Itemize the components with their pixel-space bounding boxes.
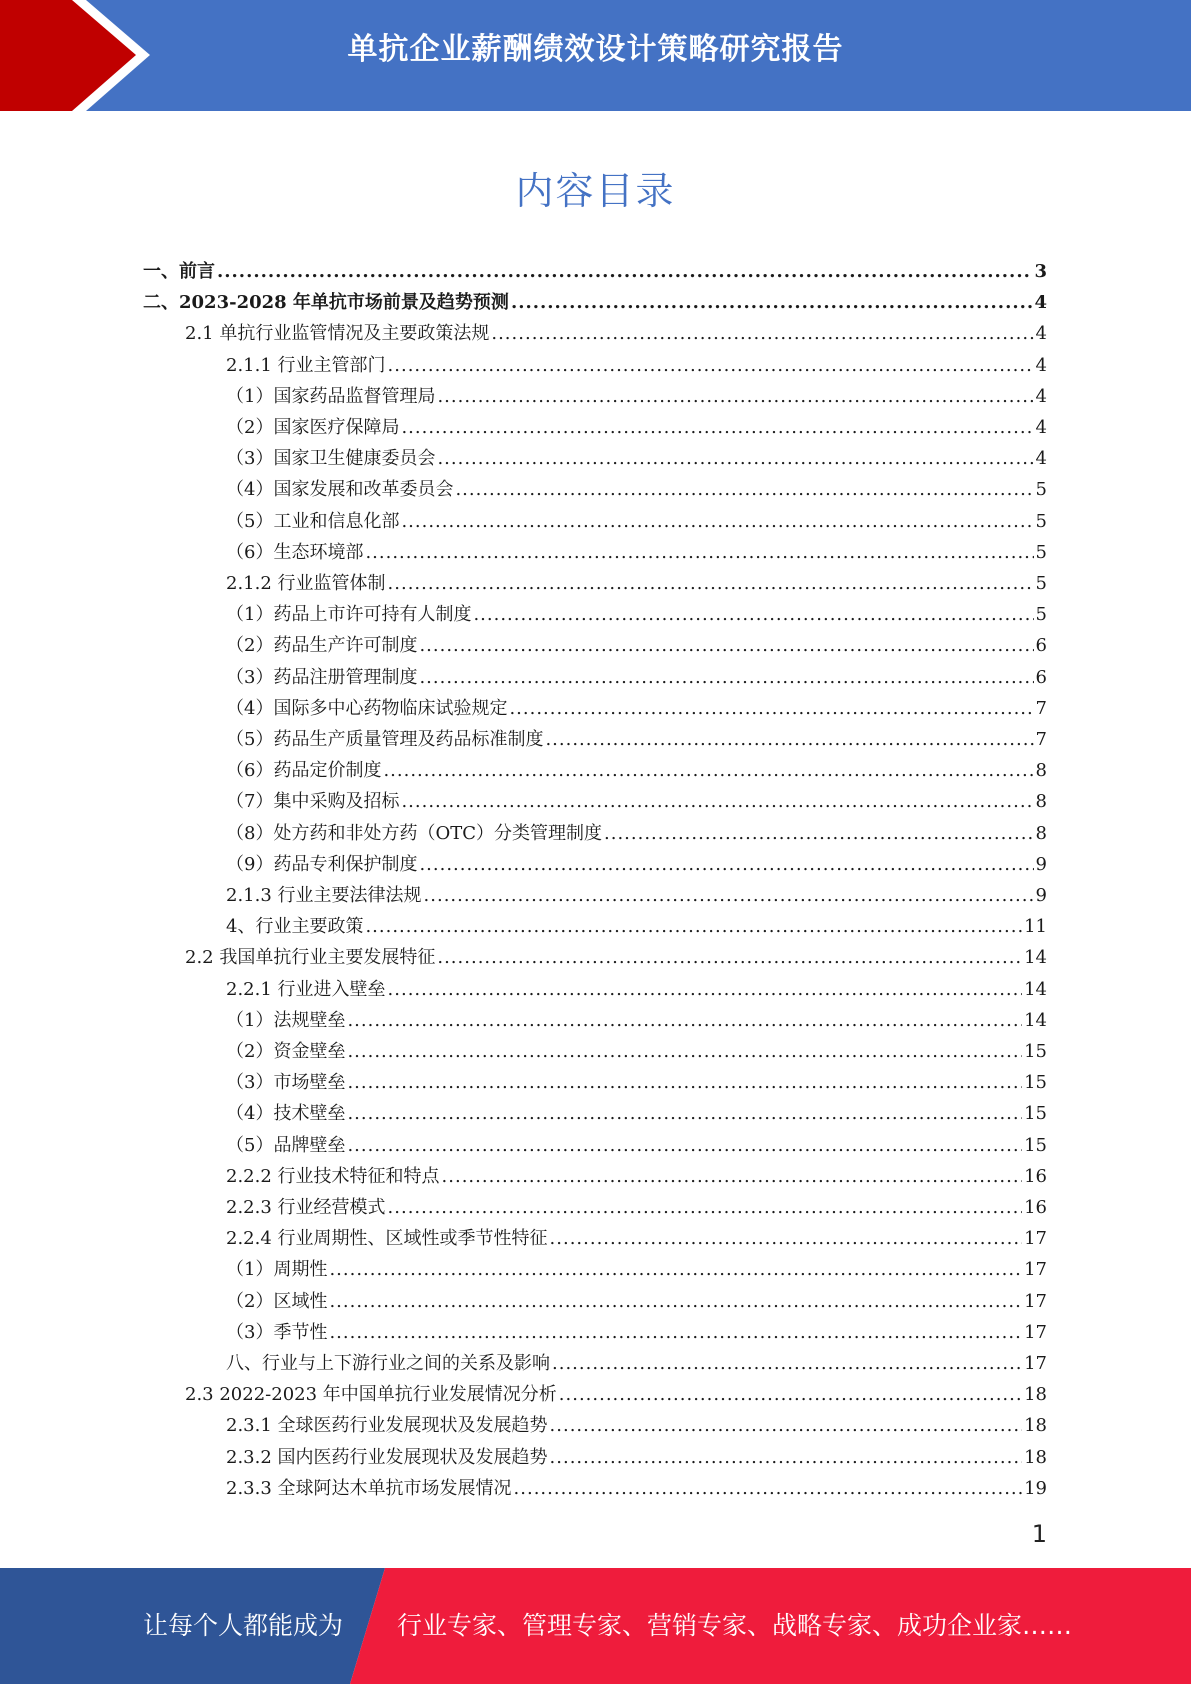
- toc-leader-dots: [347, 1071, 1022, 1095]
- toc-leader-dots: [473, 603, 1033, 627]
- toc-entry-label: 2.2.4 行业周期性、区域性或季节性特征: [226, 1228, 548, 1250]
- toc-entry-label: （3）市场壁垒: [226, 1072, 346, 1094]
- toc-leader-dots: [401, 416, 1033, 440]
- toc-entry[interactable]: [226, 659, 1047, 690]
- toc-leader-dots: [383, 759, 1033, 783]
- toc-leader-dots: [419, 634, 1033, 658]
- toc-entry-label: （1）药品上市许可持有人制度: [226, 604, 472, 626]
- toc-leader-dots: [388, 354, 1034, 378]
- toc-entry-page: 5: [1035, 479, 1047, 501]
- toc-entry-label: （5）品牌壁垒: [226, 1134, 346, 1156]
- toc-entry-page: 5: [1035, 541, 1047, 563]
- toc-leader-dots: [559, 1383, 1022, 1407]
- header-banner: [0, 0, 1191, 111]
- toc-leader-dots: [329, 1258, 1022, 1282]
- toc-leader-dots: [388, 572, 1034, 596]
- toc-entry-label: （4）国际多中心药物临床试验规定: [226, 697, 508, 719]
- toc-heading: 内容目录: [515, 169, 676, 213]
- toc-entry-page: 18: [1024, 1384, 1047, 1406]
- toc-leader-dots: [419, 666, 1033, 690]
- toc-entry-page: 4: [1035, 385, 1047, 407]
- toc-entry-label: （1）国家药品监督管理局: [226, 385, 436, 407]
- toc-entry[interactable]: [226, 846, 1047, 877]
- toc-entry-page: 11: [1024, 916, 1047, 938]
- toc-entry[interactable]: [226, 1251, 1047, 1282]
- toc-entry-label: （1）法规壁垒: [226, 1009, 346, 1031]
- toc-entry-page: 4: [1034, 292, 1047, 314]
- toc-entry-page: 17: [1024, 1259, 1047, 1281]
- toc-entry-page: 4: [1035, 448, 1047, 470]
- toc-entry-page: 5: [1035, 510, 1047, 532]
- toc-leader-dots: [347, 1009, 1022, 1033]
- toc-entry-page: 4: [1035, 417, 1047, 438]
- toc-leader-dots: [514, 1477, 1023, 1501]
- toc-entry-label: （3）国家卫生健康委员会: [226, 448, 436, 470]
- toc-leader-dots: [511, 291, 1033, 315]
- toc-entry-label: （4）技术壁垒: [226, 1103, 346, 1125]
- toc-entry-page: 15: [1024, 1041, 1047, 1062]
- toc-entry-label: 二、2023-2028 年单抗市场前景及趋势预测: [143, 292, 509, 314]
- toc-entry[interactable]: [226, 1002, 1047, 1033]
- toc-entry-page: 17: [1024, 1321, 1047, 1343]
- toc-entry[interactable]: [143, 284, 1047, 315]
- footer-banner: [0, 1568, 1191, 1684]
- toc-entry[interactable]: [226, 721, 1047, 752]
- toc-entry[interactable]: [226, 596, 1047, 627]
- toc-entry-label: 2.1.3 行业主要法律法规: [226, 885, 422, 906]
- toc-entry-page: 4: [1035, 323, 1047, 345]
- toc-entry-label: 2.2 我国单抗行业主要发展特征: [185, 947, 436, 969]
- toc-entry-page: 3: [1034, 261, 1047, 282]
- toc-entry[interactable]: [226, 378, 1047, 409]
- toc-entry[interactable]: [226, 971, 1047, 1002]
- toc-entry-label: （6）生态环境部: [226, 541, 364, 563]
- toc-entry-label: 2.3.1 全球医药行业发展现状及发展趋势: [226, 1415, 548, 1437]
- toc-entry[interactable]: [226, 1033, 1047, 1064]
- toc-entry-label: 2.1 单抗行业监管情况及主要政策法规: [185, 323, 490, 345]
- toc-entry[interactable]: [226, 1158, 1047, 1189]
- toc-entry[interactable]: [226, 1314, 1047, 1345]
- toc-entry-label: （7）集中采购及招标: [226, 791, 400, 813]
- toc-entry-page: 16: [1024, 1197, 1047, 1218]
- toc-entry-label: （6）药品定价制度: [226, 760, 382, 782]
- toc-entry-page: 4: [1035, 354, 1047, 376]
- toc-entry[interactable]: [226, 815, 1047, 846]
- toc-entry-page: 9: [1035, 885, 1047, 906]
- toc-entry-label: （2）国家医疗保障局: [226, 417, 400, 438]
- footer-slogan-right: 行业专家、管理专家、营销专家、战略专家、成功企业家……: [397, 1611, 1073, 1640]
- toc-entry-label: 2.3.3 全球阿达木单抗市场发展情况: [226, 1477, 512, 1499]
- toc-entry[interactable]: [185, 939, 1047, 970]
- toc-entry-label: （3）季节性: [226, 1321, 328, 1343]
- toc-entry-label: （2）区域性: [226, 1290, 328, 1312]
- toc-entry-page: 17: [1024, 1290, 1047, 1312]
- toc-leader-dots: [347, 1102, 1022, 1126]
- toc-entry-label: （1）周期性: [226, 1259, 328, 1281]
- toc-entry[interactable]: [226, 908, 1047, 939]
- toc-entry-page: 15: [1024, 1103, 1047, 1125]
- toc-entry-page: 9: [1035, 853, 1047, 875]
- toc-entry-label: （2）资金壁垒: [226, 1041, 346, 1062]
- toc-entry-page: 5: [1035, 604, 1047, 626]
- toc-leader-dots: [442, 1165, 1023, 1189]
- toc-entry-page: 14: [1024, 978, 1047, 1000]
- toc-leader-dots: [437, 447, 1033, 471]
- toc-leader-dots: [437, 385, 1033, 409]
- footer-slogan-left: 让每个人都能成为: [143, 1611, 344, 1640]
- toc-entry-label: 2.3.2 国内医药行业发展现状及发展趋势: [226, 1446, 548, 1468]
- toc-entry[interactable]: [226, 409, 1047, 440]
- toc-leader-dots: [491, 322, 1033, 346]
- toc-entry[interactable]: [226, 1064, 1047, 1095]
- toc-entry[interactable]: [185, 1376, 1047, 1407]
- toc-entry[interactable]: [226, 752, 1047, 783]
- toc-leader-dots: [550, 1446, 1023, 1470]
- toc-entry-label: 2.2.1 行业进入壁垒: [226, 978, 386, 1000]
- toc-leader-dots: [401, 790, 1033, 814]
- toc-entry-label: （4）国家发展和改革委员会: [226, 479, 454, 501]
- toc-entry-page: 19: [1024, 1477, 1047, 1499]
- toc-entry[interactable]: [226, 1127, 1047, 1158]
- toc-entry-page: 16: [1024, 1165, 1047, 1187]
- toc-leader-dots: [347, 1134, 1022, 1158]
- toc-leader-dots: [388, 1196, 1023, 1220]
- toc-entry-label: 2.1.2 行业监管体制: [226, 573, 386, 594]
- toc-entry[interactable]: [226, 1095, 1047, 1126]
- toc-entry-page: 5: [1035, 573, 1047, 594]
- toc-entry-page: 14: [1024, 947, 1047, 969]
- toc-entry[interactable]: [226, 503, 1047, 534]
- toc-entry[interactable]: [226, 1407, 1047, 1438]
- toc-entry-page: 7: [1035, 729, 1047, 750]
- toc-entry[interactable]: [226, 1470, 1047, 1501]
- report-title: 单抗企业薪酬绩效设计策略研究报告: [347, 32, 844, 67]
- toc-entry-page: 7: [1035, 697, 1047, 719]
- toc-entry[interactable]: [226, 1283, 1047, 1314]
- toc-leader-dots: [545, 728, 1033, 752]
- toc-entry[interactable]: [226, 565, 1047, 596]
- toc-leader-dots: [424, 884, 1034, 908]
- toc-entry[interactable]: [226, 627, 1047, 658]
- toc-entry-page: 6: [1035, 666, 1047, 688]
- toc-entry[interactable]: [226, 783, 1047, 814]
- toc-leader-dots: [509, 697, 1033, 721]
- toc-entry[interactable]: [226, 690, 1047, 721]
- toc-entry-label: （8）处方药和非处方药（OTC）分类管理制度: [226, 822, 602, 844]
- toc-entry-page: 18: [1024, 1446, 1047, 1468]
- toc-entry[interactable]: [185, 315, 1047, 346]
- toc-leader-dots: [604, 822, 1034, 846]
- toc-entry-page: 15: [1024, 1134, 1047, 1156]
- toc-entry-label: （9）药品专利保护制度: [226, 853, 418, 875]
- toc-entry[interactable]: [226, 1189, 1047, 1220]
- page-number: 1: [1031, 1520, 1047, 1548]
- toc-entry-label: （2）药品生产许可制度: [226, 635, 418, 657]
- toc-entry[interactable]: [226, 440, 1047, 471]
- toc-entry-page: 8: [1035, 760, 1047, 782]
- toc-entry-label: 2.2.2 行业技术特征和特点: [226, 1165, 440, 1187]
- toc-entry-label: 一、前言: [143, 261, 215, 282]
- toc-entry-label: 2.2.3 行业经营模式: [226, 1197, 386, 1218]
- toc-entry-page: 17: [1024, 1353, 1047, 1374]
- toc-entry-page: 6: [1035, 635, 1047, 657]
- toc-leader-dots: [365, 541, 1033, 565]
- toc-leader-dots: [388, 978, 1023, 1002]
- toc-entry[interactable]: [226, 1220, 1047, 1251]
- toc-entry[interactable]: [226, 347, 1047, 378]
- toc-entry-label: （5）工业和信息化部: [226, 510, 400, 532]
- toc-entry-page: 18: [1024, 1415, 1047, 1437]
- toc-entry-label: 八、行业与上下游行业之间的关系及影响: [226, 1353, 550, 1374]
- toc-entry-page: 17: [1024, 1228, 1047, 1250]
- toc-entry-label: 4、行业主要政策: [226, 916, 364, 938]
- toc-leader-dots: [347, 1040, 1022, 1064]
- toc-entry[interactable]: [143, 253, 1047, 284]
- toc-leader-dots: [419, 853, 1033, 877]
- toc-entry-label: 2.3 2022-2023 年中国单抗行业发展情况分析: [185, 1384, 557, 1406]
- toc-leader-dots: [329, 1290, 1022, 1314]
- toc-entry-page: 8: [1035, 791, 1047, 813]
- toc-entry-label: 2.1.1 行业主管部门: [226, 354, 386, 376]
- toc-leader-dots: [437, 946, 1022, 970]
- toc-entry-label: （3）药品注册管理制度: [226, 666, 418, 688]
- toc-entry[interactable]: [226, 471, 1047, 502]
- toc-leader-dots: [550, 1227, 1023, 1251]
- toc-leader-dots: [365, 915, 1022, 939]
- toc-leader-dots: [550, 1414, 1023, 1438]
- toc-leader-dots: [455, 478, 1033, 502]
- toc-entry[interactable]: [226, 1439, 1047, 1470]
- toc-leader-dots: [401, 510, 1033, 534]
- toc-leader-dots: [552, 1352, 1022, 1376]
- toc-entry-page: 14: [1024, 1009, 1047, 1031]
- toc-leader-dots: [217, 260, 1032, 284]
- toc-entry[interactable]: [226, 534, 1047, 565]
- toc-entry[interactable]: [226, 1345, 1047, 1376]
- toc-entry-label: （5）药品生产质量管理及药品标准制度: [226, 729, 544, 750]
- toc-entry-page: 15: [1024, 1072, 1047, 1094]
- toc-entry-page: 8: [1035, 822, 1047, 844]
- toc-entry[interactable]: [226, 877, 1047, 908]
- toc-leader-dots: [329, 1321, 1022, 1345]
